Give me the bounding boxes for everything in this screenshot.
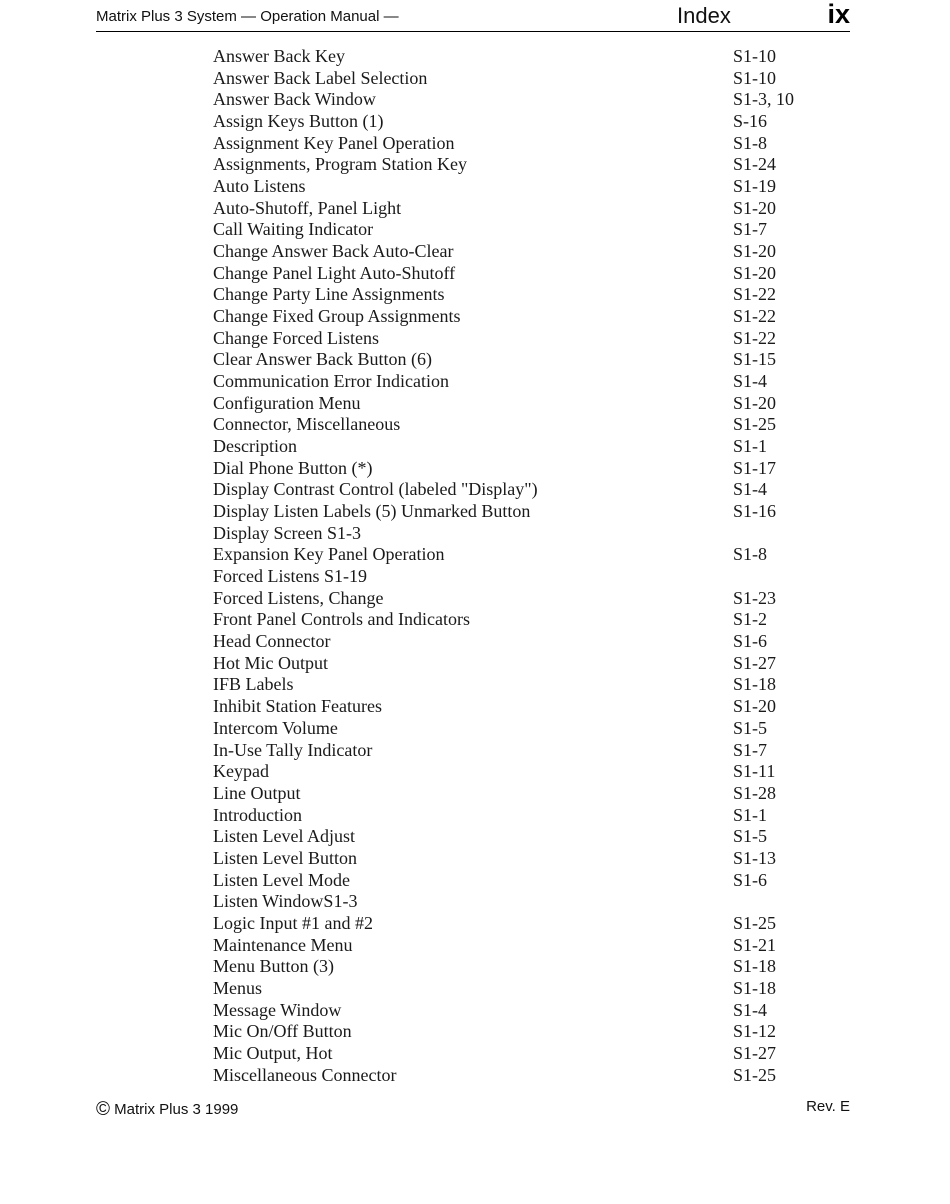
index-entry [213,263,813,285]
index-term: Answer Back Label Selection [213,67,428,88]
index-entry [213,740,813,762]
index-entry [213,913,813,935]
index-term: Display Listen Labels (5) Unmarked Button [213,501,531,522]
index-term: Hot Mic Output [213,652,328,673]
index-term: Keypad [213,761,269,782]
index-entry [213,111,813,133]
index-page-ref: S1-20 [733,197,777,218]
index-term: Expansion Key Panel Operation [213,544,445,565]
index-entry [213,544,813,566]
index-term: Front Panel Controls and Indicators [213,609,470,630]
index-page-ref: S1-4 [733,999,768,1020]
index-page-ref: S1-18 [733,674,777,695]
index-page-ref: S1-25 [733,1064,777,1085]
index-page-ref: S1-23 [733,587,777,608]
index-entry [213,176,813,198]
index-entry [213,154,813,176]
index-term: Menu Button (3) [213,956,334,977]
index-entry [213,198,813,220]
index-term: Listen Level Button [213,847,357,868]
index-entry [213,891,813,913]
index-term: Change Answer Back Auto-Clear [213,241,454,262]
index-page-ref: S1-22 [733,327,777,348]
index-term: Auto Listens [213,176,306,197]
index-page-ref: S1-20 [733,262,777,283]
page-footer [96,1096,850,1120]
index-entry [213,371,813,393]
index-page-ref: S1-21 [733,934,777,955]
index-page-ref: S1-17 [733,457,777,478]
index-term: Display Contrast Control (labeled "Display") [213,479,538,500]
index-term: Answer Back Key [213,46,345,66]
index-term: Listen Level Adjust [213,826,355,847]
revision-label: Rev. E [806,1098,850,1115]
index-term: Head Connector [213,631,331,652]
index-page-ref: S1-8 [733,544,768,565]
index-entry [213,718,813,740]
page-number: ix [827,0,850,29]
index-entry [213,826,813,848]
index-entry [213,1021,813,1043]
index-entry [213,328,813,350]
index-entry [213,631,813,653]
index-entry [213,46,813,68]
index-entry [213,1065,813,1087]
index-term: Display Screen S1-3 [213,522,361,543]
index-term: Change Panel Light Auto-Shutoff [213,262,456,283]
index-page-ref: S1-2 [733,609,768,630]
index-entry [213,349,813,371]
index-entry [213,1043,813,1065]
manual-title: Matrix Plus 3 System — Operation Manual — [96,8,399,25]
index-page-ref: S1-15 [733,349,777,370]
index-entry [213,588,813,610]
index-term: Assignment Key Panel Operation [213,132,455,153]
index-page-ref: S1-25 [733,912,777,933]
index-term: Auto-Shutoff, Panel Light [213,197,402,218]
index-page-ref: S1-22 [733,306,777,327]
index-term: Intercom Volume [213,717,338,738]
index-page-ref: S1-8 [733,132,768,153]
index-entry [213,89,813,111]
index-page-ref: S1-18 [733,977,777,998]
index-page-ref: S1-20 [733,696,777,717]
index-entry [213,436,813,458]
index-term: Clear Answer Back Button (6) [213,349,432,370]
index-term: Mic Output, Hot [213,1042,333,1063]
index-entry [213,956,813,978]
index-page-ref: S1-27 [733,652,777,673]
page-header [96,0,850,32]
index-page-ref: S1-20 [733,392,777,413]
index-page-ref: S1-5 [733,717,768,738]
index-term: Inhibit Station Features [213,696,382,717]
index-entry [213,566,813,588]
index-term: Forced Listens S1-19 [213,566,367,587]
index-term: Change Party Line Assignments [213,284,445,305]
index-entry [213,870,813,892]
index-page-ref: S1-11 [733,761,776,782]
index-page-ref: S1-3, 10 [733,89,795,110]
index-term: Forced Listens, Change [213,587,384,608]
index-entry [213,609,813,631]
section-title: Index [677,3,731,28]
index-entry [213,978,813,1000]
index-term: Change Forced Listens [213,327,379,348]
index-term: Mic On/Off Button [213,1021,352,1042]
index-term: Menus [213,977,262,998]
index-entry [213,523,813,545]
index-page-ref: S1-20 [733,241,777,262]
index-entry [213,241,813,263]
index-term: IFB Labels [213,674,294,695]
index-entry [213,805,813,827]
index-page-ref: S1-7 [733,739,768,760]
index-page-ref: S1-13 [733,847,777,868]
index-page-ref: S1-16 [733,501,777,522]
index-entry [213,133,813,155]
index-page-ref: S1-10 [733,46,777,66]
index-term: Message Window [213,999,342,1020]
index-page-ref: S1-7 [733,219,768,240]
copyright-icon: © [96,1099,110,1120]
index-term: Change Fixed Group Assignments [213,306,461,327]
index-page-ref: S1-4 [733,479,768,500]
index-entry [213,479,813,501]
index-term: Configuration Menu [213,392,361,413]
index-page-ref: S1-28 [733,782,777,803]
index-entry [213,848,813,870]
index-list [213,46,813,1086]
index-term: Logic Input #1 and #2 [213,912,373,933]
index-entry [213,653,813,675]
index-page-ref: S1-6 [733,631,768,652]
index-entry [213,1000,813,1022]
index-term: Answer Back Window [213,89,376,110]
index-entry [213,783,813,805]
index-entry [213,219,813,241]
index-entry [213,674,813,696]
index-term: Listen Level Mode [213,869,350,890]
index-term: Connector, Miscellaneous [213,414,401,435]
index-page-ref: S1-25 [733,414,777,435]
index-page-ref: S1-6 [733,869,768,890]
index-page-ref: S-16 [733,111,768,132]
index-term: Line Output [213,782,301,803]
index-term: Assignments, Program Station Key [213,154,467,175]
index-entry [213,414,813,436]
index-page-ref: S1-4 [733,371,768,392]
index-entry [213,458,813,480]
index-entry [213,935,813,957]
index-page-ref: S1-18 [733,956,777,977]
index-page-ref: S1-5 [733,826,768,847]
copyright-text: Matrix Plus 3 1999 [114,1101,239,1118]
index-page-ref: S1-12 [733,1021,777,1042]
index-page-ref: S1-22 [733,284,777,305]
index-entry [213,284,813,306]
index-term: Assign Keys Button (1) [213,111,384,132]
index-page-ref: S1-10 [733,67,777,88]
index-entry [213,68,813,90]
index-page-ref: S1-19 [733,176,777,197]
index-term: Miscellaneous Connector [213,1064,397,1085]
index-page-ref: S1-1 [733,804,768,825]
index-term: Introduction [213,804,302,825]
index-page-ref: S1-24 [733,154,777,175]
index-entry [213,393,813,415]
index-entry [213,696,813,718]
index-term: Maintenance Menu [213,934,353,955]
index-entry [213,306,813,328]
index-term: Description [213,436,297,457]
index-entry [213,501,813,523]
index-page-ref: S1-1 [733,436,768,457]
index-term: In-Use Tally Indicator [213,739,373,760]
index-page-ref: S1-27 [733,1042,777,1063]
index-entry [213,761,813,783]
index-term: Listen WindowS1-3 [213,891,358,912]
copyright-notice [96,1098,238,1120]
index-term: Call Waiting Indicator [213,219,374,240]
index-term: Dial Phone Button (*) [213,457,373,478]
index-term: Communication Error Indication [213,371,449,392]
